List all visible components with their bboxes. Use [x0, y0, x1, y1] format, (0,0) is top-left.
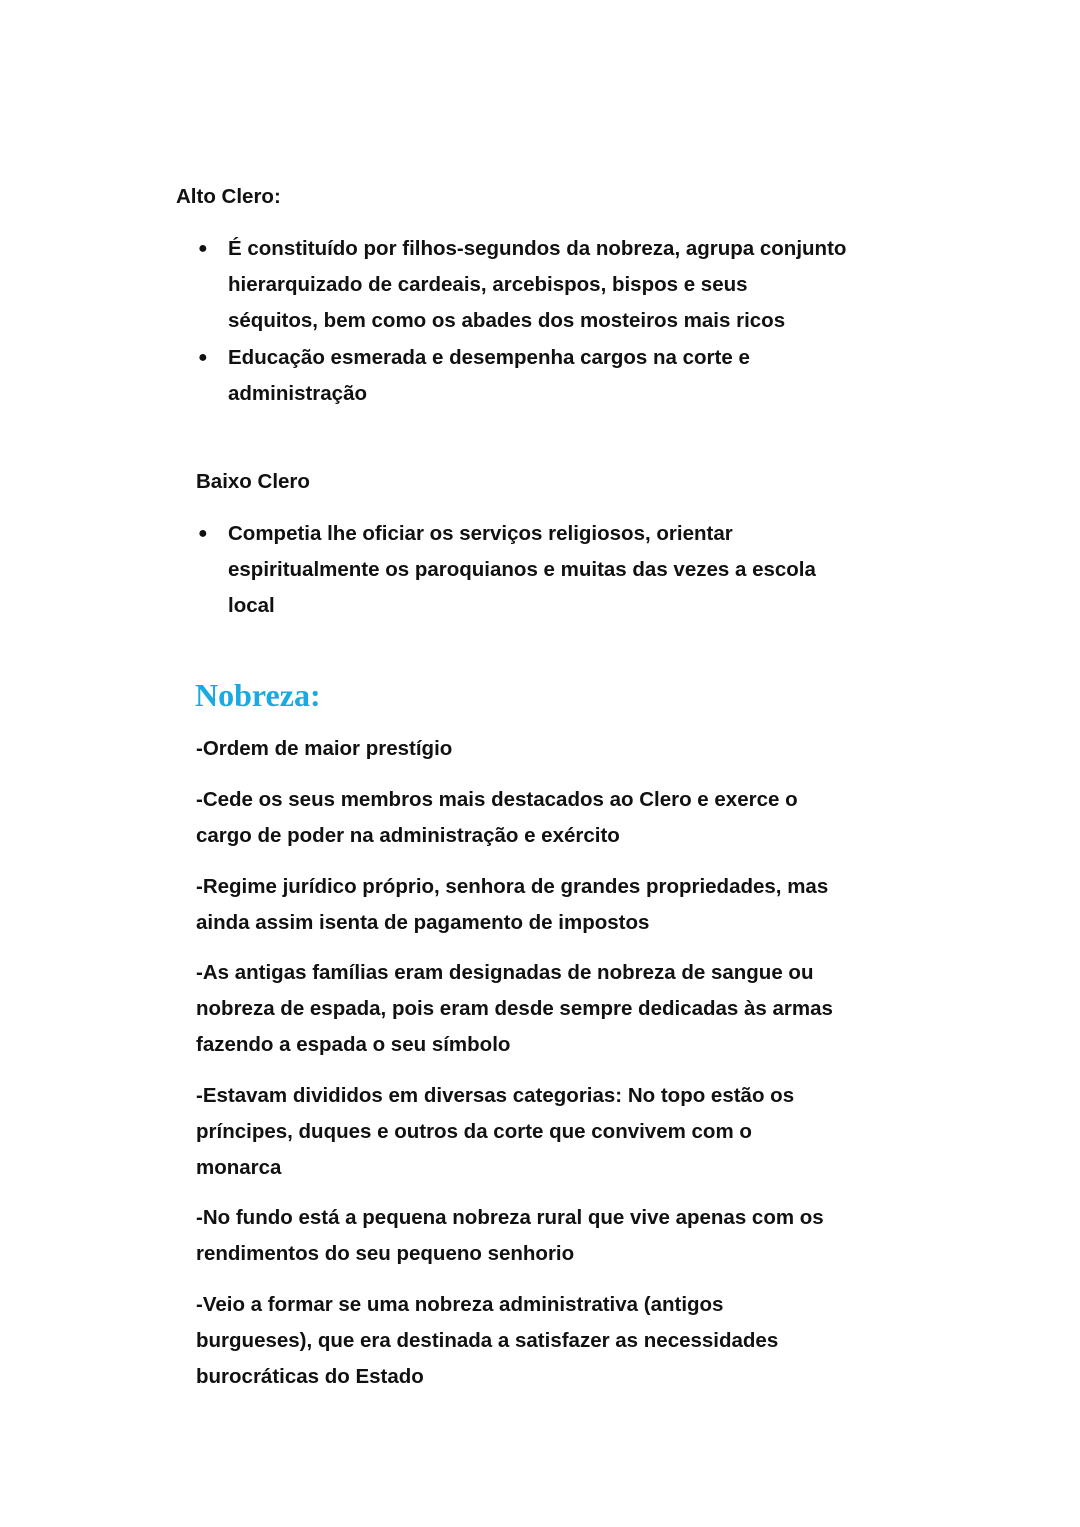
text-line: -Cede os seus membros mais destacados ao Clero e exerce o — [196, 788, 798, 811]
text-line: ainda assim isenta de pagamento de impostos — [196, 911, 650, 934]
nobreza-heading: Nobreza: — [195, 677, 321, 713]
text-line: Educação esmerada e desempenha cargos na corte e — [228, 346, 750, 369]
nobreza-paragraph — [196, 1200, 824, 1272]
text-line: cargo de poder na administração e exército — [196, 824, 620, 847]
text-line: É constituído por filhos-segundos da nobreza, agrupa conjunto — [228, 237, 847, 260]
alto-clero-bullet-2 — [198, 340, 750, 412]
text-line: séquitos, bem como os abades dos mosteiros mais ricos — [228, 309, 786, 332]
text-line: hierarquizado de cardeais, arcebispos, bispos e seus — [228, 273, 748, 296]
text-line: espiritualmente os paroquianos e muitas das vezes a escola — [228, 558, 816, 581]
bullet-icon: ● — [198, 240, 208, 257]
text-line: -Ordem de maior prestígio — [196, 737, 453, 760]
text-line: -Estavam divididos em diversas categorias: No topo estão os — [196, 1084, 795, 1107]
text-line: administração — [228, 382, 367, 405]
baixo-clero-bullet-1 — [198, 516, 816, 624]
text-line: nobreza de espada, pois eram desde sempre dedicadas às armas — [196, 997, 833, 1020]
text-line: Competia lhe oficiar os serviços religiosos, orientar — [228, 522, 733, 545]
alto-clero-bullet-1 — [198, 231, 847, 339]
text-line: fazendo a espada o seu símbolo — [196, 1033, 511, 1056]
alto-clero-heading: Alto Clero: — [176, 185, 281, 208]
text-line: -Veio a formar se uma nobreza administrativa (antigos — [196, 1293, 724, 1316]
text-line: monarca — [196, 1156, 282, 1179]
nobreza-paragraph — [196, 731, 452, 767]
text-line: -As antigas famílias eram designadas de nobreza de sangue ou — [196, 961, 814, 984]
nobreza-paragraph — [196, 869, 828, 941]
text-line: burocráticas do Estado — [196, 1365, 424, 1388]
text-line: -No fundo está a pequena nobreza rural que vive apenas com os — [196, 1206, 824, 1229]
baixo-clero-heading: Baixo Clero — [196, 470, 310, 493]
text-line: burgueses), que era destinada a satisfazer as necessidades — [196, 1329, 779, 1352]
nobreza-paragraph — [196, 955, 833, 1063]
nobreza-paragraph — [196, 1287, 778, 1395]
bullet-icon: ● — [198, 349, 208, 366]
bullet-icon: ● — [198, 525, 208, 542]
text-line: príncipes, duques e outros da corte que convivem com o — [196, 1120, 752, 1143]
text-line: -Regime jurídico próprio, senhora de grandes propriedades, mas — [196, 875, 829, 898]
nobreza-paragraph — [196, 782, 798, 854]
text-line: local — [228, 594, 275, 617]
nobreza-paragraph — [196, 1078, 794, 1186]
text-line: rendimentos do seu pequeno senhorio — [196, 1242, 575, 1265]
